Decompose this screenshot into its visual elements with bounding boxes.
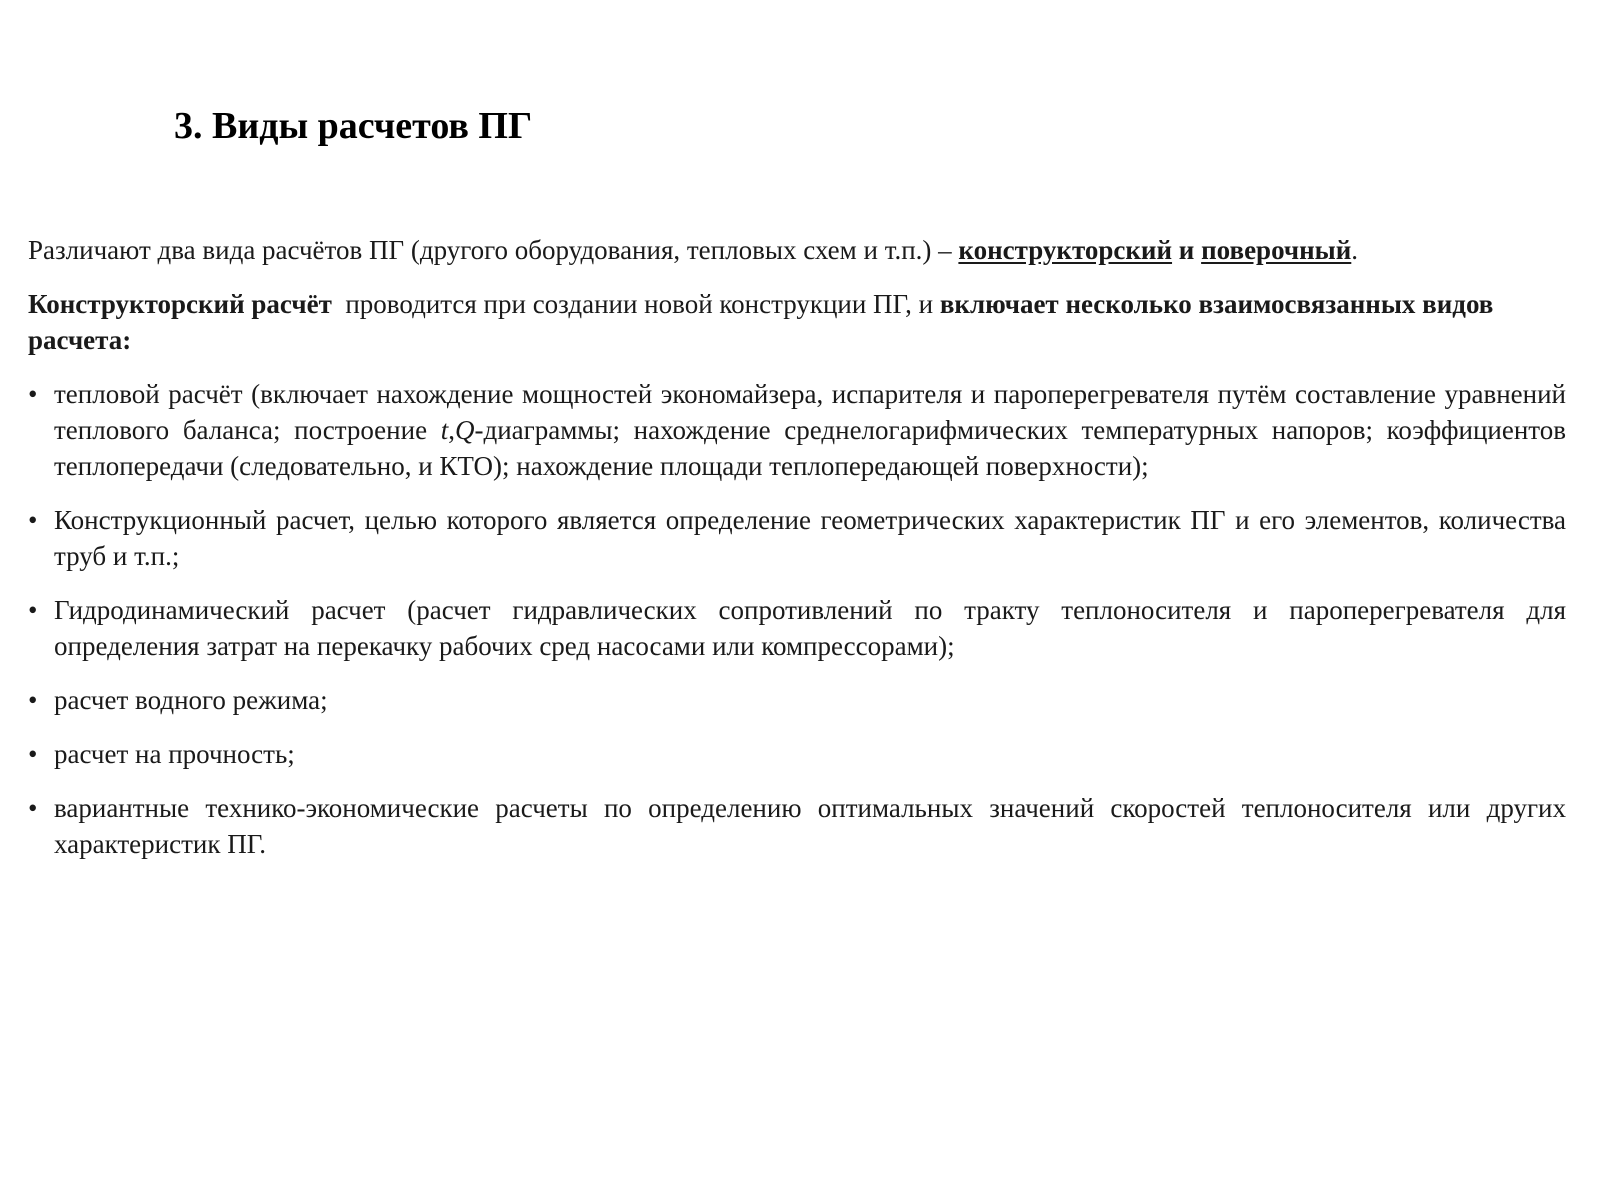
intro-conjunction: и: [1172, 235, 1202, 265]
thermal-text-start: тепловой расчёт (включает нахождение мощностей экономайзера, испарителя и пароперегревателя путём составление уравнений теплового баланса; построение: [54, 379, 1566, 445]
constructive-emphasis: включает несколько взаимосвязанных видов расчета:: [28, 289, 1494, 355]
constructive-label: Конструкторский расчёт: [28, 289, 332, 319]
bullet-icon: •: [28, 739, 38, 769]
list-item-strength: [28, 736, 1566, 772]
constructive-paragraph: [28, 286, 1566, 358]
thermal-text-end: -диаграммы; нахождение среднелогарифмических температурных напоров; коэффициентов теплопередачи (следовательно, и КТО); нахождение площади теплопередающей поверхности);: [54, 415, 1566, 481]
page-title: 3. Виды расчетов ПГ: [174, 105, 533, 147]
variant-text: вариантные технико-экономические расчеты по определению оптимальных значений скоростей теплоносителя или других характеристик ПГ.: [54, 793, 1566, 859]
strength-text: расчет на прочность;: [54, 739, 295, 769]
water-regime-text: расчет водного режима;: [54, 685, 328, 715]
calculation-types-list: [28, 376, 1566, 862]
bullet-icon: •: [28, 685, 38, 715]
bullet-icon: •: [28, 595, 38, 625]
structural-text: Конструкционный расчет, целью которого является определение геометрических характеристик ПГ и его элементов, количества труб и т.п.;: [54, 505, 1566, 571]
hydrodynamic-text: Гидродинамический расчет (расчет гидравлических сопротивлений по тракту теплоносителя и пароперегревателя для определения затрат на перекачку рабочих сред насосами или компрессорами);: [54, 595, 1566, 661]
term-constructive: конструкторский: [958, 235, 1173, 265]
bullet-icon: •: [28, 379, 38, 409]
bullet-icon: •: [28, 505, 38, 535]
list-item-hydrodynamic: [28, 592, 1566, 664]
list-item-water-regime: [28, 682, 1566, 718]
constructive-text: проводится при создании новой конструкции ПГ, и: [331, 289, 940, 319]
intro-text: Различают два вида расчётов ПГ (другого оборудования, тепловых схем и т.п.) –: [28, 235, 959, 265]
list-item-thermal: [28, 376, 1566, 484]
term-verification: поверочный: [1201, 235, 1352, 265]
list-item-variant: [28, 790, 1566, 862]
intro-paragraph: [28, 232, 1566, 268]
intro-end: .: [1351, 235, 1359, 265]
bullet-icon: •: [28, 793, 38, 823]
variable-q: Q: [454, 415, 475, 445]
variable-t: t: [440, 415, 449, 445]
list-item-structural: [28, 502, 1566, 574]
slide-body: [28, 232, 1566, 880]
variable-separator: ,: [448, 415, 455, 445]
